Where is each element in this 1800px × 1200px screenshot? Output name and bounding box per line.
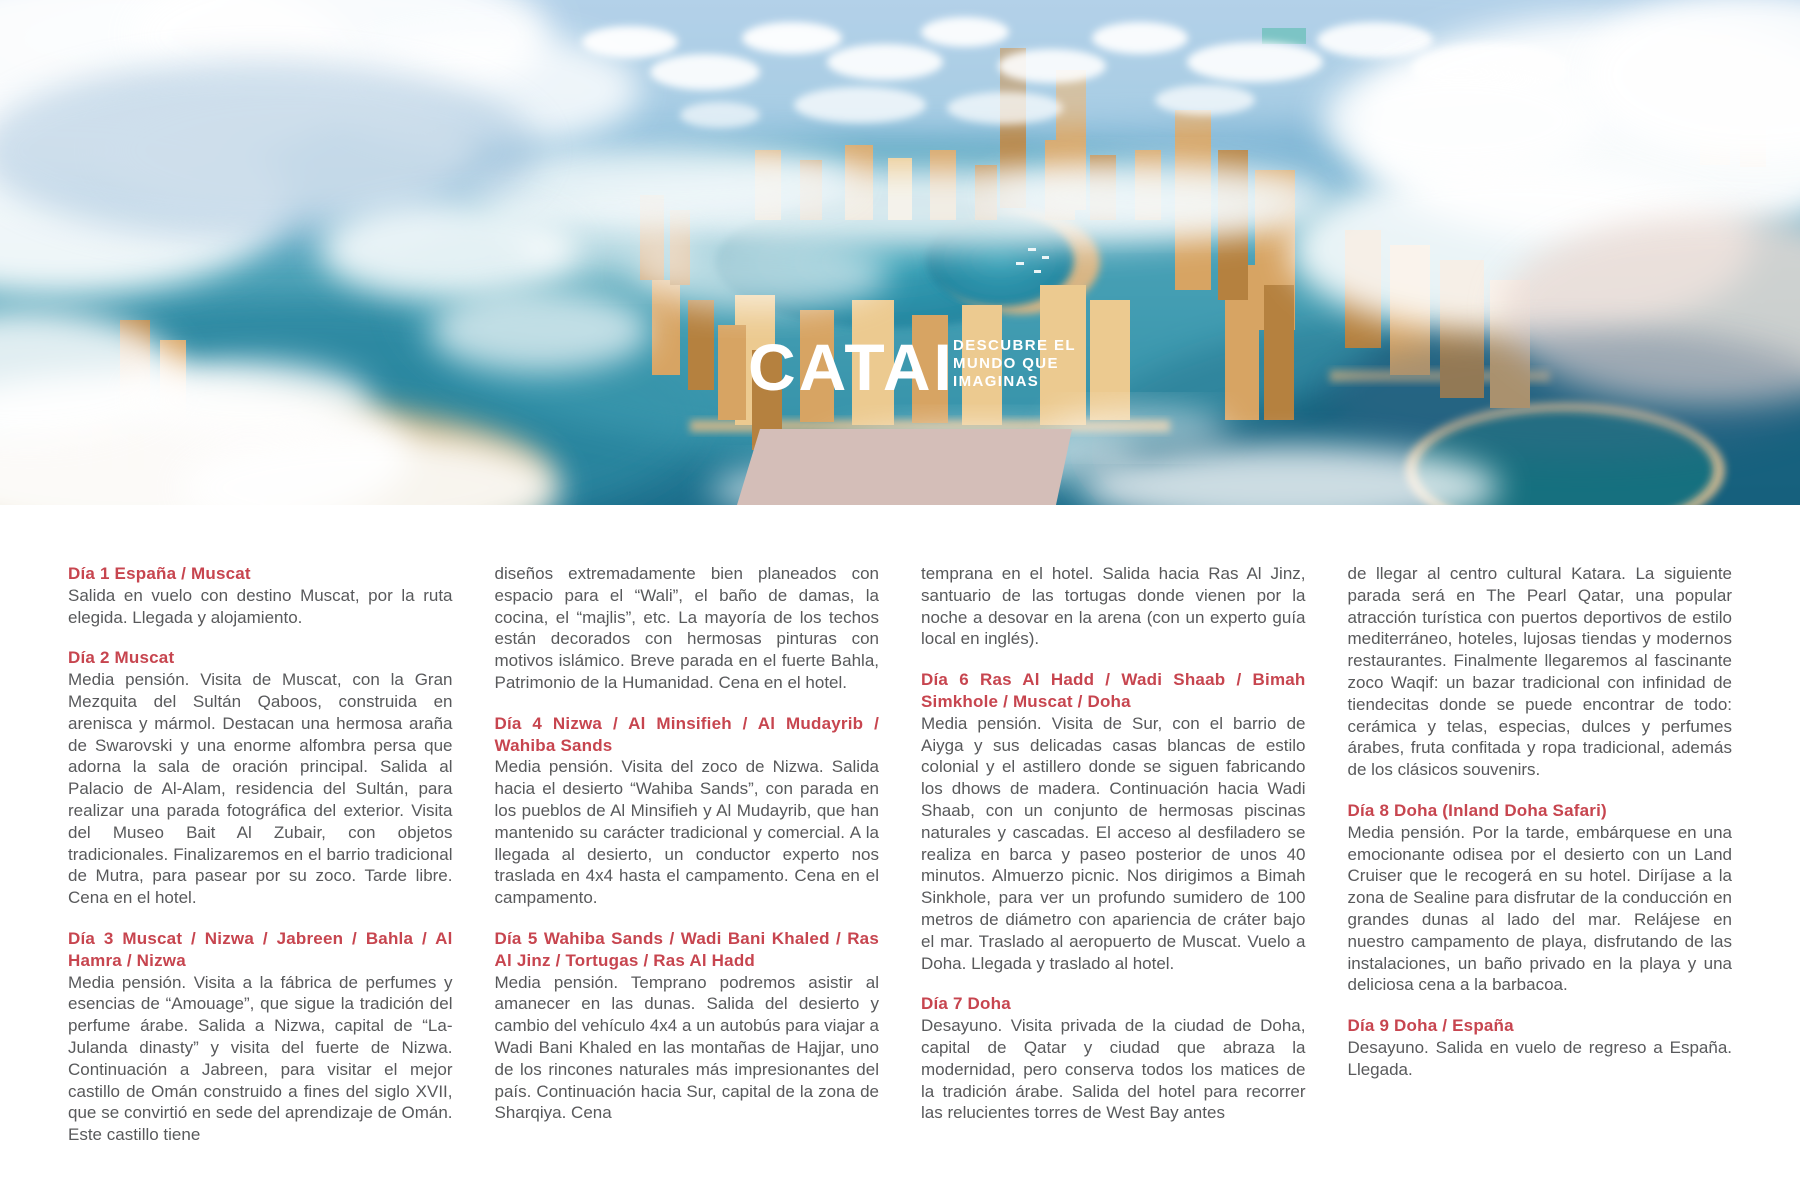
day-4-paragraph: Media pensión. Visita del zoco de Nizwa. Salida hacia el desierto “Wahiba Sands”, con parada en los pueblos de Al Minsifieh y Al Mudayrib, que han mantenido su carácter tradicional y comercial. A la llegada al desierto, un conductor experto nos traslada en 4x4 hasta el campamento. Cena en el campamento. xyxy=(494,757,879,908)
day-7-paragraph: Desayuno. Visita privada de la ciudad de Doha, capital de Qatar y ciudad que abraza la modernidad, pero conserva todos los matices de la tradición árabe. Salida del hotel para recorrer las relucientes torres de West Bay antes xyxy=(921,1016,1306,1123)
day-7-paragraph-continued: de llegar al centro cultural Katara. La siguiente parada será en The Pearl Qatar, una popular atracción turística con puertos deportivos de estilo mediterráneo, hoteles, lujosas tiendas y modernos restaurantes. Finalmente llegaremos al fascinante zoco Waqif: un bazar tradicional con infinidad de tiendecitas donde se puede encontrar de todo: cerámica y telas, especias, dulces y perfumes árabes, fruta confitada y ropa tradicional, además de los clásicos souvenirs. xyxy=(1347,564,1732,780)
day-1-paragraph: Salida en vuelo con destino Muscat, por la ruta elegida. Llegada y alojamiento. xyxy=(68,585,453,627)
day-7-heading: Día 7 Doha xyxy=(921,994,1011,1014)
day-8-paragraph: Media pensión. Por la tarde, embárquese en una emocionante odisea por el desierto con un Land Cruiser que le recogerá en su hotel. Diríjase a la zona de Sealine para disfrutar de la conducción en grandes dunas al lado del mar. Relájese en nuestro campamento de playa, disfrutando de las instalaciones, un baño privado en la playa y una deliciosa cena a la barbacoa. xyxy=(1347,822,1732,995)
day-5-paragraph: Media pensión. Temprano podremos asistir al amanecer en las dunas. Salida del desierto y cambio del vehículo 4x4 a un autobús para viajar a Wadi Bani Khaled en las montañas de Hajjar, uno de los rincones naturales más impresionantes del país. Continuación hacia Sur, capital de la zona de Sharqiya. Cena xyxy=(494,972,879,1123)
hero-photo xyxy=(0,0,1800,505)
day-4-heading: Día 4 Nizwa / Al Minsifieh / Al Mudayrib / Wahiba Sands xyxy=(494,713,879,755)
day-5-heading: Día 5 Wahiba Sands / Wadi Bani Khaled / Ras Al Jinz / Tortugas / Ras Al Hadd xyxy=(494,928,879,970)
brand-wordmark: CATAI xyxy=(748,330,955,404)
tagline-line-1: DESCUBRE EL xyxy=(953,337,1076,354)
day-3-paragraph-continued: diseños extremadamente bien planeados con espacio para el “Wali”, el baño de damas, la cocina, el “majlis”, etc. La mayoría de los techos están decorados con hermosas pinturas con motivos islámico. Breve parada en el fuerte Bahla, Patrimonio de la Humanidad. Cena en el hotel. xyxy=(494,564,879,692)
itinerary-column-4 xyxy=(1348,563,1733,1146)
day-9-heading: Día 9 Doha / España xyxy=(1347,1016,1514,1036)
tagline-line-2: MUNDO QUE xyxy=(953,355,1059,372)
itinerary-column-3 xyxy=(921,563,1306,1146)
day-6-heading: Día 6 Ras Al Hadd / Wadi Shaab / Bimah Simkhole / Muscat / Doha xyxy=(921,670,1306,711)
day-6-paragraph: Media pensión. Visita de Sur, con el barrio de Aiyga y sus delicadas casas blancas de estilo colonial y el astillero donde se siguen fabricando los dhows de madera. Continuación hacia Wadi Shaab, con un conjunto de hermosas piscinas naturales y cascadas. El acceso al desfiladero se realiza en barca y paseo posterior de unos 40 minutos. Almuerzo picnic. Nos dirigimos a Bimah Sinkhole, para ver un profundo sumidero de 100 metros de diámetro con apariencia de cráter bajo el mar. Traslado al aeropuerto de Muscat. Vuelo a Doha. Llegada y traslado al hotel. xyxy=(921,713,1306,973)
tagline-line-3: IMAGINAS xyxy=(953,373,1040,390)
day-2-paragraph: Media pensión. Visita de Muscat, con la Gran Mezquita del Sultán Qaboos, construida en arenisca y mármol. Destacan una hermosa araña de Swarovski y una enorme alfombra persa que adorna la sala de oración principal. Salida al Palacio de Al-Alam, residencia del Sultán, para realizar una parada fotográfica del exterior. Visita del Museo Bait Al Zubair, con objetos tradicionales. Finalizaremos en el barrio tradicional de Mutra, para pasear por su zoco. Tarde libre. Cena en el hotel. xyxy=(68,670,453,908)
itinerary-column-2 xyxy=(495,563,880,1146)
day-8-heading: Día 8 Doha (Inland Doha Safari) xyxy=(1347,800,1607,820)
day-1-heading: Día 1 España / Muscat xyxy=(68,564,251,583)
day-2-heading: Día 2 Muscat xyxy=(68,648,175,668)
hero-photo-illustration xyxy=(0,0,1800,505)
itinerary-text xyxy=(68,563,1732,1146)
day-3-paragraph: Media pensión. Visita a la fábrica de perfumes y esencias de “Amouage”, que sigue la tradición del perfume árabe. Salida a Nizwa, capital de “La- Julanda dinasty” y visita del fuerte de Nizwa. Continuación a Jabreen, para visitar el mejor castillo de Omán construido a fines del siglo XVII, que se convirtió en sede del aprendizaje de Omán. Este castillo tiene xyxy=(68,972,453,1145)
day-3-heading: Día 3 Muscat / Nizwa / Jabreen / Bahla / Al Hamra / Nizwa xyxy=(68,928,453,970)
day-9-paragraph: Desayuno. Salida en vuelo de regreso a España. Llegada. xyxy=(1347,1037,1732,1079)
day-5-paragraph-continued: temprana en el hotel. Salida hacia Ras Al Jinz, santuario de las tortugas donde vienen por la noche a desovar en la arena (con un experto guía local en inglés). xyxy=(921,564,1306,649)
itinerary-column-1 xyxy=(68,563,453,1146)
page-corner-tab xyxy=(737,429,1072,505)
